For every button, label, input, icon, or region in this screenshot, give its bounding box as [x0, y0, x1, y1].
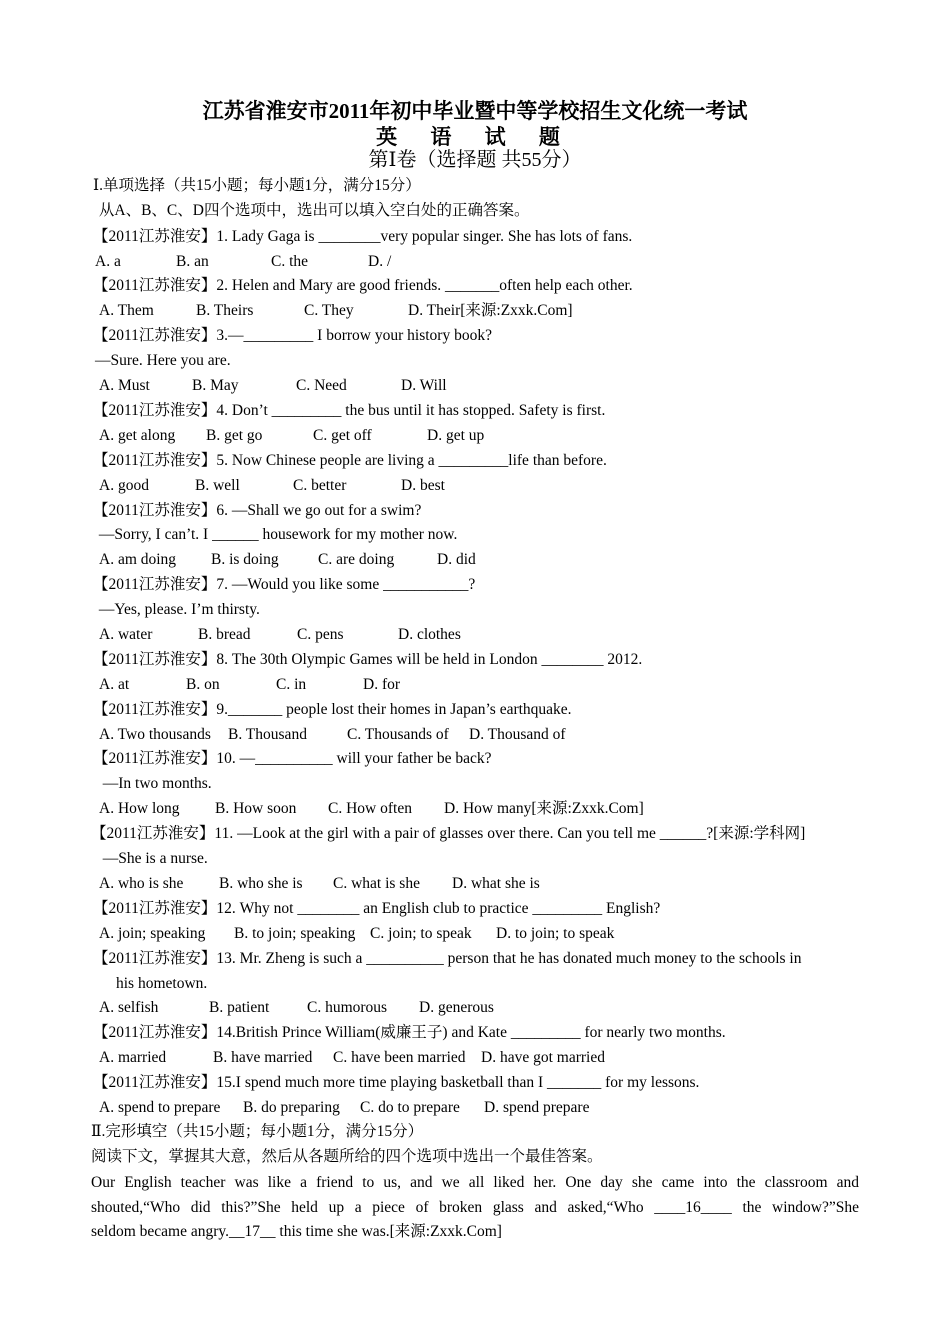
question-15-option-d: D. spend prepare [484, 1099, 590, 1116]
question-12-option-d: D. to join; to speak [496, 925, 615, 942]
question-8-stem: 【2011江苏淮安】8. The 30th Olympic Games will be held in London ________ 2012. [93, 651, 643, 668]
question-11-stem: 【2011江苏淮安】11. —Look at the girl with a pair of glasses over there. Can you tell me ______?[来源:学科网] [91, 825, 806, 842]
question-3-option-c: C. Need [296, 377, 347, 394]
question-2-stem: 【2011江苏淮安】2. Helen and Mary are good friends. _______often help each other. [93, 277, 633, 294]
question-4-stem: 【2011江苏淮安】4. Don’t _________ the bus until it has stopped. Safety is first. [93, 402, 606, 419]
question-3-stem: 【2011江苏淮安】3.—_________ I borrow your history book? [93, 327, 492, 344]
question-11-reply: —She is a nurse. [95, 850, 208, 867]
question-9-option-d: D. Thousand of [469, 726, 566, 743]
question-3-option-b: B. May [192, 377, 239, 394]
question-14-option-b: B. have married [213, 1049, 313, 1066]
question-10-reply: —In two months. [95, 775, 212, 792]
question-14-option-d: D. have got married [481, 1049, 605, 1066]
question-11-option-d: D. what she is [452, 875, 540, 892]
question-5-option-a: A. good [99, 477, 149, 494]
section2-instruction: 阅读下文，掌握其大意，然后从各题所给的四个选项中选出一个最佳答案。 [91, 1148, 603, 1165]
question-10-stem: 【2011江苏淮安】10. —__________ will your father be back? [93, 750, 492, 767]
question-14-option-a: A. married [99, 1049, 167, 1066]
question-7-option-b: B. bread [198, 626, 251, 643]
question-9-option-a: A. Two thousands [99, 726, 211, 743]
exam-subtitle: 英 语 试 题 [376, 125, 574, 149]
cloze-passage-line-3: seldom became angry.__17__ this time she was.[来源:Zxxk.Com] [91, 1223, 502, 1240]
question-7-option-a: A. water [99, 626, 153, 643]
question-6-reply: —Sorry, I can’t. I ______ housework for my mother now. [95, 526, 458, 543]
question-12-option-b: B. to join; speaking [234, 925, 356, 942]
question-10-option-a: A. How long [99, 800, 180, 817]
question-8-option-d: D. for [363, 676, 401, 693]
cloze-passage-line-1: Our English teacher was like a friend to us, and we all liked her. One day she came into the classroom and [91, 1174, 859, 1191]
question-4-option-d: D. get up [427, 427, 485, 444]
question-15-option-c: C. do to prepare [360, 1099, 460, 1116]
question-14-stem: 【2011江苏淮安】14.British Prince William(威廉王子) and Kate _________ for nearly two months. [93, 1024, 726, 1041]
question-13-option-a: A. selfish [99, 999, 159, 1016]
question-13-option-d: D. generous [419, 999, 494, 1016]
question-10-option-d: D. How many[来源:Zxxk.Com] [444, 800, 644, 817]
question-10-option-c: C. How often [328, 800, 412, 817]
exam-title: 江苏省淮安市2011年初中毕业暨中等学校招生文化统一考试 [202, 99, 748, 123]
question-7-reply: —Yes, please. I’m thirsty. [95, 601, 260, 618]
question-12-option-a: A. join; speaking [99, 925, 206, 942]
question-9-option-c: C. Thousands of [347, 726, 449, 743]
question-13-stem-continued: his hometown. [116, 975, 208, 992]
question-13-option-c: C. humorous [307, 999, 388, 1016]
question-6-option-c: C. are doing [318, 551, 395, 568]
question-8-option-b: B. on [186, 676, 220, 693]
question-15-stem: 【2011江苏淮安】15.I spend much more time playing basketball than I _______ for my lessons. [93, 1074, 700, 1091]
question-3-reply: —Sure. Here you are. [95, 352, 231, 369]
question-5-option-c: C. better [293, 477, 347, 494]
question-1-option-d: D. / [368, 253, 392, 270]
question-6-option-d: D. did [437, 551, 476, 568]
question-6-option-a: A. am doing [99, 551, 177, 568]
question-5-option-b: B. well [195, 477, 240, 494]
question-1-option-b: B. an [176, 253, 209, 270]
question-7-option-c: C. pens [297, 626, 344, 643]
question-6-option-b: B. is doing [211, 551, 279, 568]
question-1-option-c: C. the [271, 253, 309, 270]
question-15-option-b: B. do preparing [243, 1099, 340, 1116]
question-11-option-c: C. what is she [333, 875, 420, 892]
question-1-stem: 【2011江苏淮安】1. Lady Gaga is ________very popular singer. She has lots of fans. [93, 228, 633, 245]
cloze-passage-line-2: shouted,“Who did this?”She held up a piece of broken glass and asked,“Who ____16____ the window?”She [91, 1199, 859, 1216]
question-4-option-a: A. get along [99, 427, 176, 444]
question-15-option-a: A. spend to prepare [99, 1099, 221, 1116]
section1-heading: Ⅰ.单项选择（共15小题；每小题1分，满分15分） [93, 177, 421, 194]
question-2-option-c: C. They [304, 302, 354, 319]
question-1-option-a: A. a [95, 253, 121, 270]
question-2-option-d: D. Their[来源:Zxxk.Com] [408, 302, 573, 319]
question-8-option-a: A. at [99, 676, 130, 693]
question-12-stem: 【2011江苏淮安】12. Why not ________ an English club to practice _________ English? [93, 900, 661, 917]
question-4-option-c: C. get off [313, 427, 372, 444]
question-14-option-c: C. have been married [333, 1049, 466, 1066]
question-13-stem: 【2011江苏淮安】13. Mr. Zheng is such a __________ person that he has donated much money to the schools in [93, 950, 802, 967]
question-5-stem: 【2011江苏淮安】5. Now Chinese people are living a _________life than before. [93, 452, 607, 469]
question-8-option-c: C. in [276, 676, 307, 693]
question-7-stem: 【2011江苏淮安】7. —Would you like some ___________? [93, 576, 476, 593]
question-2-option-b: B. Theirs [196, 302, 254, 319]
paper-part-heading: 第Ⅰ卷（选择题 共55分） [368, 149, 582, 171]
section1-instruction: 从A、B、C、D四个选项中，选出可以填入空白处的正确答案。 [95, 202, 530, 219]
section2-heading: Ⅱ.完形填空（共15小题；每小题1分，满分15分） [91, 1123, 424, 1140]
question-10-option-b: B. How soon [215, 800, 297, 817]
question-9-option-b: B. Thousand [228, 726, 307, 743]
question-11-option-b: B. who she is [219, 875, 303, 892]
question-3-option-d: D. Will [401, 377, 447, 394]
question-7-option-d: D. clothes [398, 626, 461, 643]
question-9-stem: 【2011江苏淮安】9._______ people lost their homes in Japan’s earthquake. [93, 701, 572, 718]
question-3-option-a: A. Must [99, 377, 150, 394]
question-6-stem: 【2011江苏淮安】6. —Shall we go out for a swim? [93, 502, 422, 519]
question-11-option-a: A. who is she [99, 875, 184, 892]
question-12-option-c: C. join; to speak [370, 925, 472, 942]
question-13-option-b: B. patient [209, 999, 270, 1016]
question-2-option-a: A. Them [99, 302, 154, 319]
question-5-option-d: D. best [401, 477, 445, 494]
question-4-option-b: B. get go [206, 427, 263, 444]
